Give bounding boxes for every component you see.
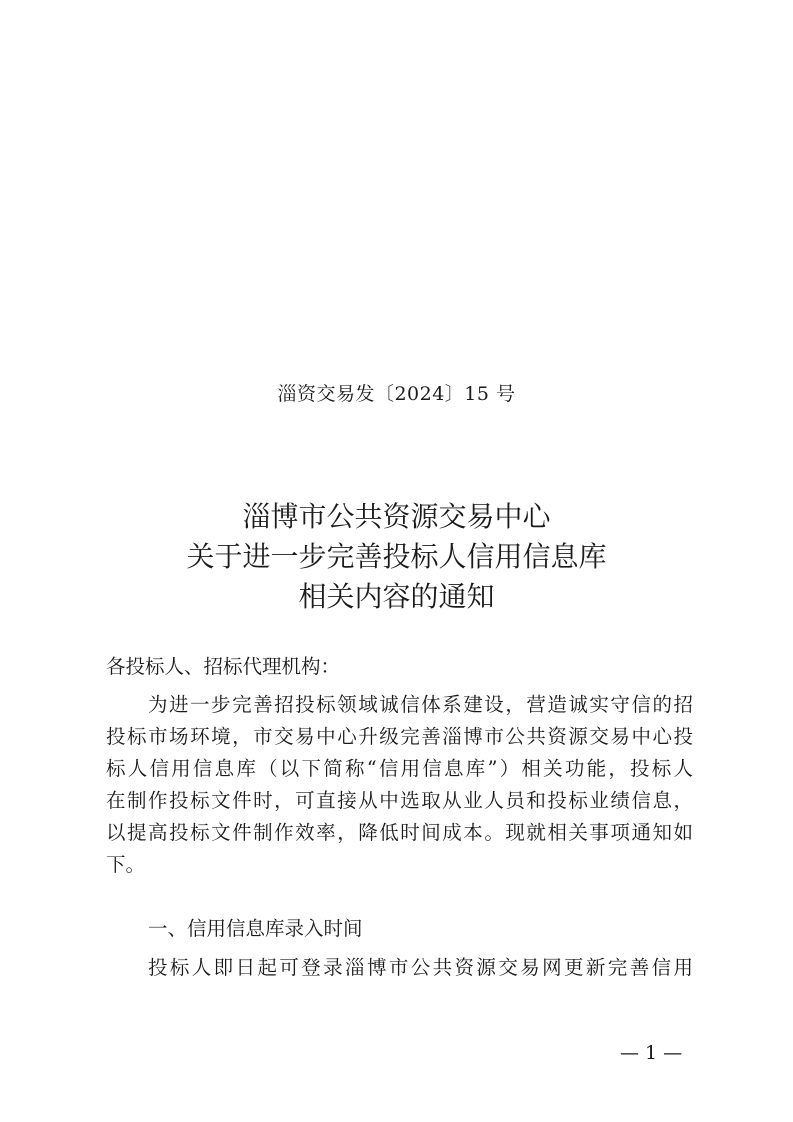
salutation: 各投标人、招标代理机构： bbox=[106, 655, 341, 678]
paragraph-line: 投标人即日起可登录淄博市公共资源交易网更新完善信用 bbox=[148, 956, 693, 979]
page-number: — 1 — bbox=[620, 1042, 683, 1064]
paragraph-line: 在制作投标文件时，可直接从中选取从业人员和投标业绩信息， bbox=[106, 789, 693, 812]
paragraph-2 bbox=[106, 952, 693, 984]
title-line: 相关内容的通知 bbox=[298, 580, 495, 613]
section-heading: 一、信用信息库录入时间 bbox=[148, 917, 363, 940]
paragraph-1 bbox=[106, 689, 693, 881]
paragraph-line: 下。 bbox=[106, 853, 146, 876]
paragraph-line: 以提高投标文件制作效率，降低时间成本。现就相关事项通知如 bbox=[106, 821, 693, 844]
document-number: 淄资交易发〔2024〕15 号 bbox=[277, 383, 516, 405]
document-title bbox=[0, 497, 793, 617]
paragraph-line: 标人信用信息库（以下简称“信用信息库”）相关功能，投标人 bbox=[106, 757, 693, 780]
title-line: 关于进一步完善投标人信用信息库 bbox=[186, 540, 607, 573]
paragraph-line: 为进一步完善招投标领域诚信体系建设，营造诚实守信的招 bbox=[148, 693, 693, 716]
title-line: 淄博市公共资源交易中心 bbox=[242, 500, 551, 533]
paragraph-line: 投标市场环境，市交易中心升级完善淄博市公共资源交易中心投 bbox=[106, 725, 693, 748]
